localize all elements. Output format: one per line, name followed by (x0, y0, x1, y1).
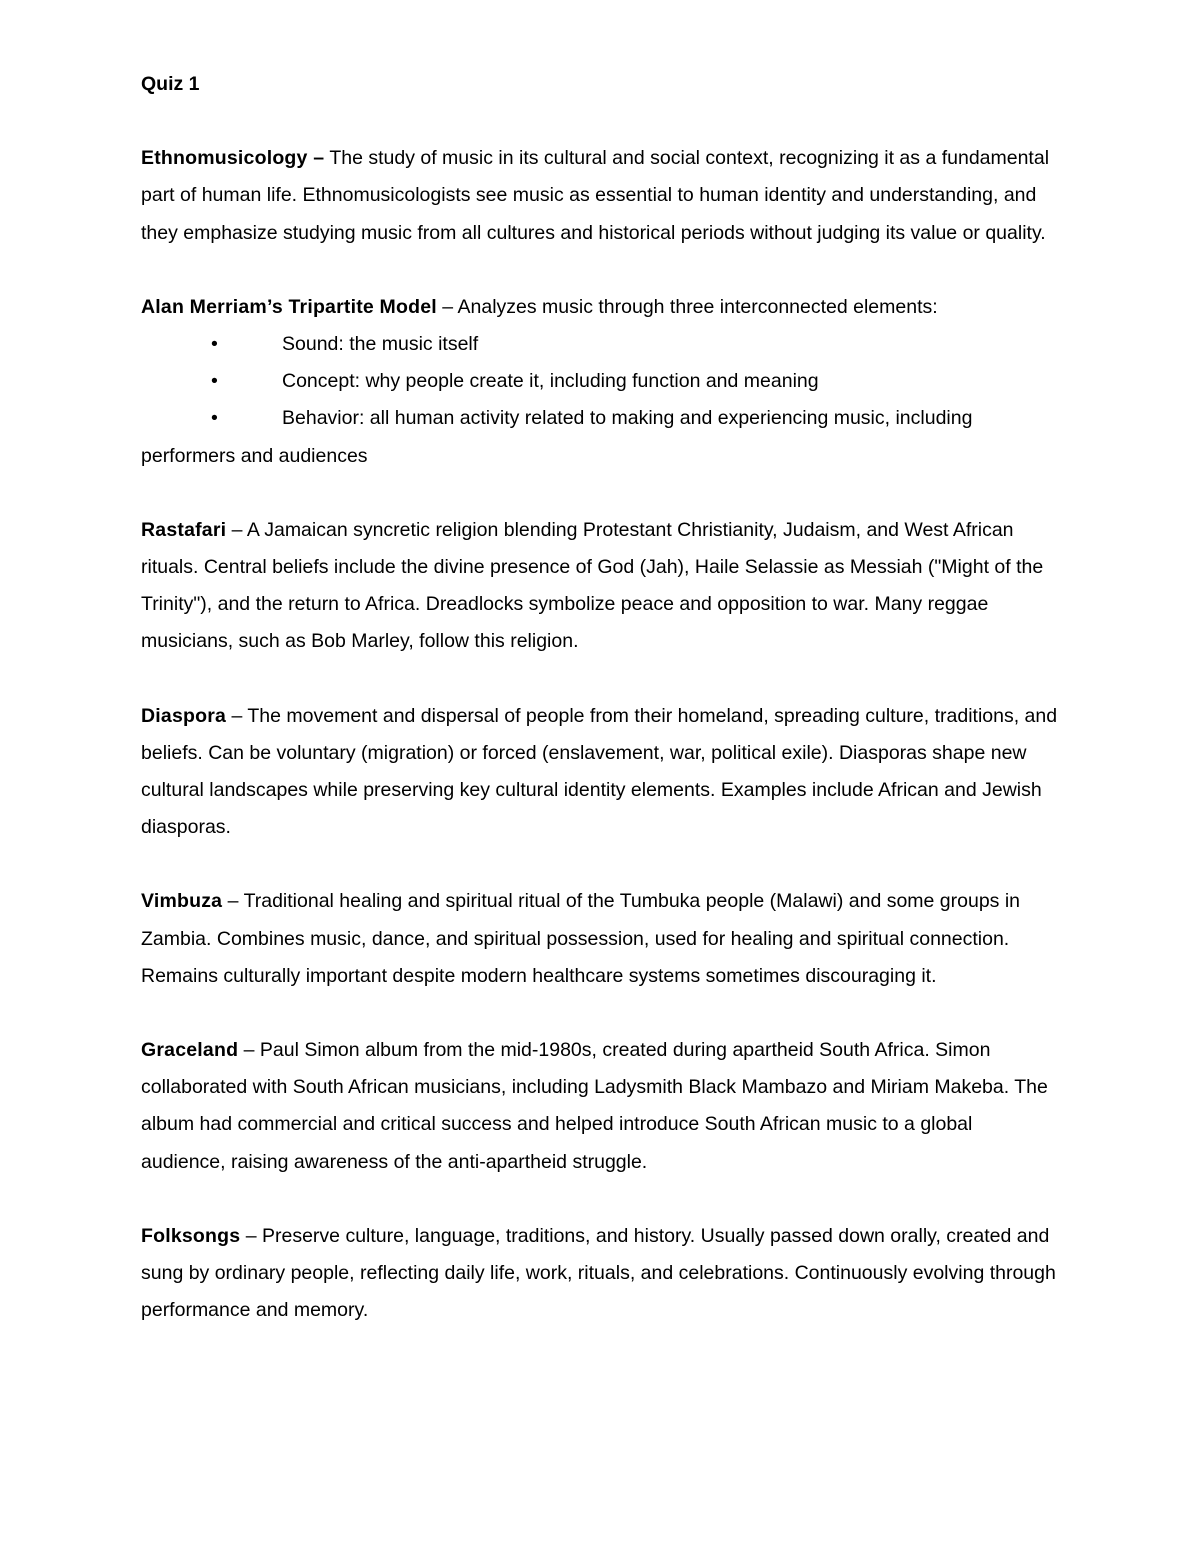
entry-definition: – Analyzes music through three interconnected elements: (436, 295, 938, 318)
entry-ethnomusicology (141, 140, 1061, 252)
entry-graceland (141, 1032, 1061, 1181)
entry-term: Rastafari (141, 518, 227, 541)
entry-definition: – Paul Simon album from the mid-1980s, created during apartheid South Africa. Simon collaborated with South African musicians, including Ladysmith Black Mambazo and Miriam Makeba. The album had commercial and critical success and helped introduce South African music to a global audience, raising awareness of the anti-apartheid struggle. (141, 1039, 1048, 1173)
entry-term: Graceland (141, 1039, 239, 1062)
bullet-text: Sound: the music itself (282, 333, 479, 356)
bullet-item (141, 326, 1061, 363)
bullet-icon: • (211, 370, 218, 393)
entry-definition: The study of music in its cultural and social context, recognizing it as a fundamental part of human life. Ethnomusicologists see music as essential to human identity and understanding, and they emphasize studying music from all cultures and historical periods without judging its value or quality. (141, 147, 1050, 244)
bullet-text: Concept: why people create it, including function and meaning (282, 370, 819, 393)
document-title: Quiz 1 (141, 73, 200, 95)
entry-vimbuza (141, 883, 1061, 995)
entry-term: Vimbuza (141, 890, 223, 913)
bullet-text: Behavior: all human activity related to making and experiencing music, including performers and audiences (141, 407, 973, 467)
bullet-list (141, 326, 1061, 475)
entry-definition: – A Jamaican syncretic religion blending Protestant Christianity, Judaism, and West African rituals. Central beliefs include the divine presence of God (Jah), Haile Selassie as Messiah ("Might of the Trinity"), and the return to Africa. Dreadlocks symbolize peace and opposition to war. Many reggae musicians, such as Bob Marley, follow this religion. (141, 518, 1044, 653)
entry-definition: – Preserve culture, language, traditions, and history. Usually passed down orally, created and sung by ordinary people, reflecting daily life, work, rituals, and celebrations. Continuously evolving through performance and memory. (141, 1224, 1056, 1322)
entry-rastafari (141, 512, 1061, 661)
entry-term: Alan Merriam’s Tripartite Model (141, 295, 437, 318)
bullet-item (141, 400, 1061, 474)
bullet-icon: • (211, 407, 218, 430)
document-page (141, 66, 1061, 1366)
entry-term: Ethnomusicology – (141, 147, 325, 170)
entry-folksongs (141, 1218, 1061, 1330)
bullet-item (141, 363, 1061, 400)
entry-definition: – The movement and dispersal of people from their homeland, spreading culture, traditions, and beliefs. Can be voluntary (migration) or forced (enslavement, war, political exile). Diasporas shape new cultural landscapes while preserving key cultural identity elements. Examples include African and Jewish diasporas. (141, 704, 1058, 839)
entry-term: Folksongs (141, 1224, 241, 1247)
entry-tripartite-model (141, 289, 1061, 475)
entry-diaspora (141, 698, 1061, 847)
bullet-icon: • (211, 333, 218, 356)
entry-definition: – Traditional healing and spiritual ritual of the Tumbuka people (Malawi) and some groups in Zambia. Combines music, dance, and spiritual possession, used for healing and spiritual connection. Remains culturally important despite modern healthcare systems sometimes discouraging it. (141, 890, 1021, 987)
entry-term: Diaspora (141, 704, 227, 727)
